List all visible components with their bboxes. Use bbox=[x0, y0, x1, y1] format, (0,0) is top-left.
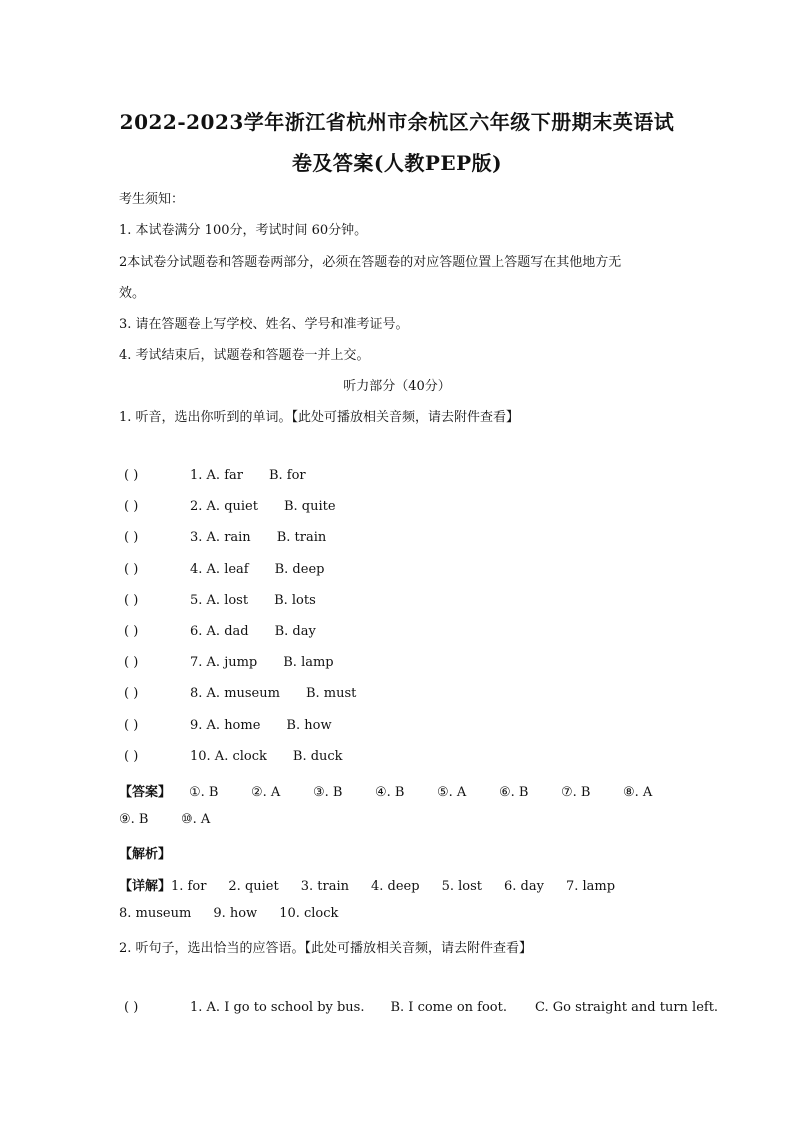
option-a: 7. A. jump bbox=[190, 655, 258, 671]
answer-cell: ①. B bbox=[189, 785, 219, 800]
answer-cell: ⑧. A bbox=[623, 785, 653, 800]
answer-blank: ( ) bbox=[124, 561, 139, 577]
option-a: 6. A. dad bbox=[190, 624, 249, 639]
detail-word: 5. lost bbox=[441, 879, 482, 894]
question-1-prompt: 1. 听音，选出你听到的单词。【此处可播放相关音频，请去附件查看】 bbox=[119, 410, 520, 425]
answer-blank: ( ) bbox=[124, 468, 139, 483]
question-1-item bbox=[124, 624, 316, 639]
document-title-line1: 2022-2023学年浙江省杭州市余杭区六年级下册期末英语试 bbox=[119, 110, 675, 134]
option-a: 1. A. far bbox=[190, 468, 243, 483]
option-b: B. day bbox=[274, 624, 316, 639]
detail-word: 8. museum bbox=[119, 906, 192, 921]
option-b: B. I come on foot. bbox=[390, 1000, 507, 1015]
answer-blank: ( ) bbox=[124, 686, 139, 702]
option-b: B. how bbox=[286, 717, 332, 733]
detail-word: 3. train bbox=[300, 879, 349, 894]
notice-item-3: 3. 请在答题卷上写学校、姓名、学号和准考证号。 bbox=[119, 317, 409, 332]
detail-word: 4. deep bbox=[370, 879, 420, 894]
question-2-prompt: 2. 听句子，选出恰当的应答语。【此处可播放相关音频，请去附件查看】 bbox=[119, 941, 533, 956]
question-1-item bbox=[124, 749, 343, 764]
detail-word: 1. for bbox=[171, 879, 207, 894]
question-1-item bbox=[124, 718, 332, 733]
answer-cell: ②. A bbox=[251, 785, 281, 800]
detail-word: 2. quiet bbox=[228, 879, 279, 894]
section-heading: 听力部分（40分） bbox=[343, 379, 451, 394]
detail-word: 9. how bbox=[213, 906, 258, 921]
answer-blank: ( ) bbox=[124, 717, 139, 733]
option-c: C. Go straight and turn left. bbox=[534, 1000, 719, 1015]
answer-blank: ( ) bbox=[124, 530, 139, 546]
answer-blank: ( ) bbox=[124, 592, 139, 608]
option-b: B. lamp bbox=[283, 655, 334, 671]
analysis-label: 【解析】 bbox=[119, 847, 172, 862]
answer-label: 【答案】 bbox=[119, 785, 172, 800]
detail-row-1 bbox=[119, 875, 637, 894]
notice-item-4: 4. 考试结束后，试题卷和答题卷一并上交。 bbox=[119, 348, 370, 363]
option-b: B. for bbox=[268, 468, 306, 483]
question-1-item bbox=[124, 499, 336, 514]
notice-item-2: 2本试卷分试题卷和答题卷两部分，必须在答题卷的对应答题位置上答题写在其他地方无 bbox=[119, 255, 622, 270]
notice-item-2-cont: 效。 bbox=[119, 286, 146, 301]
answer-cell: ⑩. A bbox=[181, 812, 211, 827]
answer-cell: ⑥. B bbox=[499, 785, 529, 800]
detail-word: 10. clock bbox=[279, 906, 339, 921]
option-a: 3. A. rain bbox=[190, 530, 251, 546]
option-b: B. duck bbox=[292, 748, 343, 764]
detail-label: 【详解】 bbox=[119, 879, 172, 894]
answer-blank: ( ) bbox=[124, 655, 139, 671]
notice-item-1: 1. 本试卷满分 100分，考试时间 60分钟。 bbox=[119, 223, 368, 238]
option-b: B. deep bbox=[274, 561, 325, 577]
answer-row-2 bbox=[119, 812, 243, 827]
answer-cell: ③. B bbox=[313, 785, 343, 800]
option-b: B. quite bbox=[283, 499, 336, 515]
question-1-item bbox=[124, 530, 326, 545]
option-b: B. train bbox=[276, 530, 327, 546]
option-b: B. must bbox=[305, 686, 357, 702]
option-a: 2. A. quiet bbox=[190, 499, 258, 515]
option-a: 5. A. lost bbox=[190, 592, 249, 608]
detail-word: 6. day bbox=[503, 879, 544, 894]
answer-blank: ( ) bbox=[124, 748, 139, 764]
option-a: 9. A. home bbox=[190, 717, 261, 733]
option-a: 1. A. I go to school by bus. bbox=[190, 1000, 365, 1015]
question-2-item-1 bbox=[124, 1000, 718, 1015]
option-a: 4. A. leaf bbox=[190, 561, 249, 577]
answer-cell: ⑨. B bbox=[119, 812, 149, 827]
document-title-line2: 卷及答案(人教PEP版) bbox=[291, 151, 503, 175]
notice-heading: 考生须知： bbox=[119, 192, 185, 207]
detail-word: 7. lamp bbox=[565, 879, 616, 894]
answer-cell: ⑤. A bbox=[437, 785, 467, 800]
answer-blank: ( ) bbox=[124, 1000, 139, 1015]
option-b: B. lots bbox=[274, 592, 316, 608]
question-1-item bbox=[124, 562, 324, 577]
answer-blank: ( ) bbox=[124, 499, 139, 515]
option-a: 8. A. museum bbox=[190, 686, 280, 702]
option-a: 10. A. clock bbox=[190, 748, 267, 764]
answer-cell: ④. B bbox=[375, 785, 405, 800]
question-1-item bbox=[124, 655, 334, 670]
answer-cell: ⑦. B bbox=[561, 785, 591, 800]
question-1-item bbox=[124, 468, 306, 483]
answer-blank: ( ) bbox=[124, 624, 139, 639]
question-1-item bbox=[124, 593, 316, 608]
question-1-item bbox=[124, 686, 356, 701]
detail-row-2 bbox=[119, 906, 360, 921]
answer-row-1 bbox=[119, 781, 685, 800]
